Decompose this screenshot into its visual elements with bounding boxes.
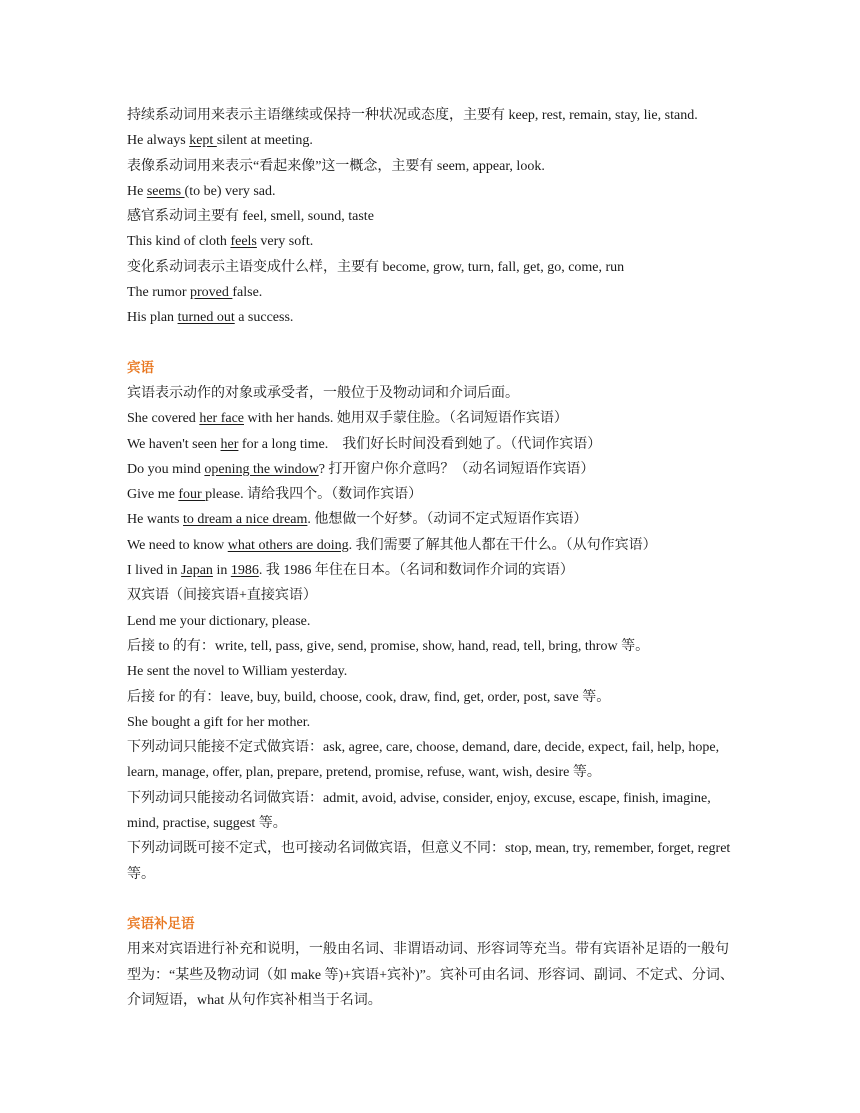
sense-linking-verbs: 感官系动词主要有 feel, smell, sound, taste xyxy=(127,209,374,225)
example-kept: He always kept silent at meeting. xyxy=(127,133,313,149)
for-verbs-example: She bought a gift for her mother. xyxy=(127,714,311,730)
object-complement-body: 用来对宾语进行补充和说明，一般由名词、非谓语动词、形容词等充当。带有宾语补足语的一般句型为：“某些及物动词（如 make 等)+宾语+宾补)”。宾补可由名词、形容词、副词、不定式、分词、介词短语，what 从句作宾补相当于名词。 xyxy=(127,942,734,1008)
example-feels: This kind of cloth feels very soft. xyxy=(127,234,314,250)
example-turned-out: His plan turned out a success. xyxy=(127,310,294,326)
object-intro: 宾语表示动作的对象或承受者，一般位于及物动词和介词后面。 xyxy=(127,385,519,401)
object-example-2: We haven't seen her for a long time. 我们好长时间没看到她了。（代词作宾语） xyxy=(127,436,602,452)
spacer xyxy=(127,331,739,356)
object-example-7: I lived in Japan in 1986. 我 1986 年住在日本。（名词和数词作介词的宾语） xyxy=(127,563,574,579)
for-verbs-list: 后接 for 的有：leave, buy, build, choose, cook, draw, find, get, order, post, save 等。 xyxy=(127,689,611,705)
continuing-linking-verbs: 持续系动词用来表示主语继续或保持一种状况或态度，主要有 keep, rest, remain, stay, lie, stand. xyxy=(127,108,698,123)
to-verbs-example: He sent the novel to William yesterday. xyxy=(127,664,348,680)
object-example-5: He wants to dream a nice dream. 他想做一个好梦。（动词不定式短语作宾语） xyxy=(127,512,588,528)
infinitive-only-verbs: 下列动词只能接不定式做宾语：ask, agree, care, choose, demand, dare, decide, expect, fail, help, hope, learn, manage, offer, plan, prepare, pretend, promise, refuse, want, wish, desire 等。 xyxy=(127,740,720,781)
object-example-1: She covered her face with her hands. 她用双手蒙住脸。（名词短语作宾语） xyxy=(127,411,568,427)
object-complement-heading: 宾语补足语 xyxy=(127,915,195,932)
seeming-linking-verbs: 表像系动词用来表示“看起来像”这一概念，主要有 seem, appear, look. xyxy=(127,158,545,174)
object-example-3: Do you mind opening the window? 打开窗户你介意吗？（动名词短语作宾语） xyxy=(127,461,595,477)
example-proved: The rumor proved false. xyxy=(127,285,263,301)
double-object-title: 双宾语（间接宾语+直接宾语） xyxy=(127,588,317,604)
document-page xyxy=(127,103,739,1013)
spacer xyxy=(127,887,739,912)
double-object-example: Lend me your dictionary, please. xyxy=(127,613,311,629)
object-example-4: Give me four please. 请给我四个。（数词作宾语） xyxy=(127,487,423,503)
change-linking-verbs: 变化系动词表示主语变成什么样，主要有 become, grow, turn, fall, get, go, come, run xyxy=(127,259,625,275)
object-example-6: We need to know what others are doing. 我们需要了解其他人都在干什么。（从句作宾语） xyxy=(127,537,657,553)
gerund-only-verbs: 下列动词只能接动名词做宾语：admit, avoid, advise, consider, enjoy, excuse, escape, finish, imagine, mind, practise, suggest 等。 xyxy=(127,790,711,832)
example-seems: He seems (to be) very sad. xyxy=(127,183,276,199)
both-forms-verbs: 下列动词既可接不定式，也可接动名词做宾语，但意义不同：stop, mean, try, remember, forget, regret 等。 xyxy=(127,841,731,882)
object-heading: 宾语 xyxy=(127,359,154,376)
to-verbs-list: 后接 to 的有：write, tell, pass, give, send, promise, show, hand, read, tell, bring, throw 等。 xyxy=(127,638,650,654)
